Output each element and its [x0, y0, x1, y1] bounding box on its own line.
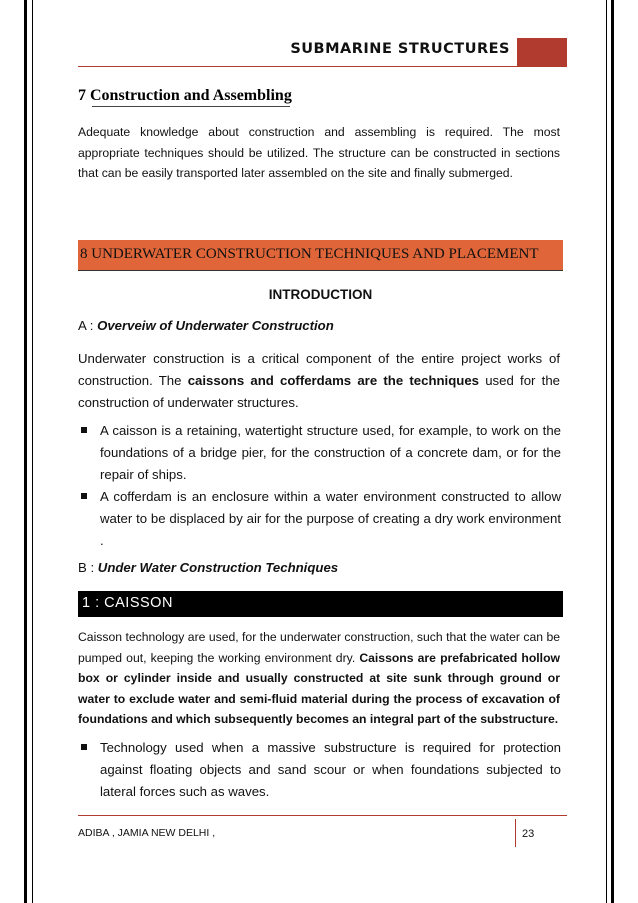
technique-bullet-list — [78, 420, 561, 552]
list-item-text: A caisson is a retaining, watertight structure used, for example, to work on the foundations of a bridge pier, for the construction of a concrete dam, or for the repair of ships. — [100, 423, 561, 482]
subheading-a — [78, 318, 334, 333]
paragraph-text: used for the construction of underwater structures. — [78, 373, 560, 410]
square-bullet-icon — [81, 744, 87, 750]
underwater-construction-paragraph — [78, 348, 560, 414]
list-item-text: A cofferdam is an enclosure within a water environment constructed to allow water to be displaced by air for the purpose of creating a dry work environment . — [100, 489, 561, 548]
section-8-heading: 8 UNDERWATER CONSTRUCTION TECHNIQUES AND PLACEMENT — [80, 246, 539, 262]
subheading-b-prefix: B : — [78, 560, 98, 575]
square-bullet-icon — [81, 427, 87, 433]
subheading-a-title: Overveiw of Underwater Construction — [97, 318, 334, 333]
square-bullet-icon — [81, 493, 87, 499]
paragraph-bold-text: Caissons are prefabricated hollow box or cylinder inside and usually constructed at site sunk through ground or water to exclude water and semi-fluid material during the process of excavation of foundations and which subsequently becomes an integral part of the substructure. — [78, 650, 560, 726]
footer-divider — [78, 815, 567, 816]
left-border-outer — [24, 0, 27, 903]
header-accent-block — [517, 38, 567, 66]
section-7-heading: 7 Construction and Assembling — [78, 87, 292, 104]
subheading-b — [78, 560, 338, 575]
section-8-underline — [78, 270, 563, 271]
list-item — [78, 737, 561, 803]
section-7-underline — [92, 106, 290, 107]
caisson-bullet-list — [78, 737, 561, 803]
section-7-body: Adequate knowledge about construction and assembling is required. The most appropriate techniques should be utilized. The structure can be constructed in sections that can be easily transported later assembled on the site and finally submerged. — [78, 125, 560, 180]
paragraph-text: Caisson technology are used, for the underwater construction, such that the water can be pumped out, keeping the working environment dry. — [78, 630, 560, 665]
introduction-heading: INTRODUCTION — [268, 287, 373, 302]
subheading-b-title: Under Water Construction Techniques — [97, 560, 339, 575]
subheading-a-prefix: A : — [78, 318, 98, 333]
list-item — [78, 486, 561, 552]
header-divider — [78, 66, 567, 67]
right-border-inner — [606, 0, 607, 903]
caisson-heading: 1 : CAISSON — [82, 595, 173, 611]
caisson-paragraph — [78, 627, 560, 730]
list-item-text: Technology used when a massive substructure is required for protection against floating objects and sand scour or when foundations subjected to lateral forces such as waves. — [100, 740, 561, 799]
footer-author: ADIBA , JAMIA NEW DELHI , — [78, 827, 216, 839]
left-border-inner — [32, 0, 33, 903]
paragraph-bold-text: caissons and cofferdams are the techniques — [187, 373, 479, 388]
page-header-title: SUBMARINE STRUCTURES — [290, 41, 510, 57]
paragraph-text: Underwater construction is a critical component of the entire project works of construction. The — [78, 351, 560, 388]
right-border-outer — [611, 0, 614, 903]
list-item — [78, 420, 561, 486]
page-number: 23 — [522, 828, 535, 840]
